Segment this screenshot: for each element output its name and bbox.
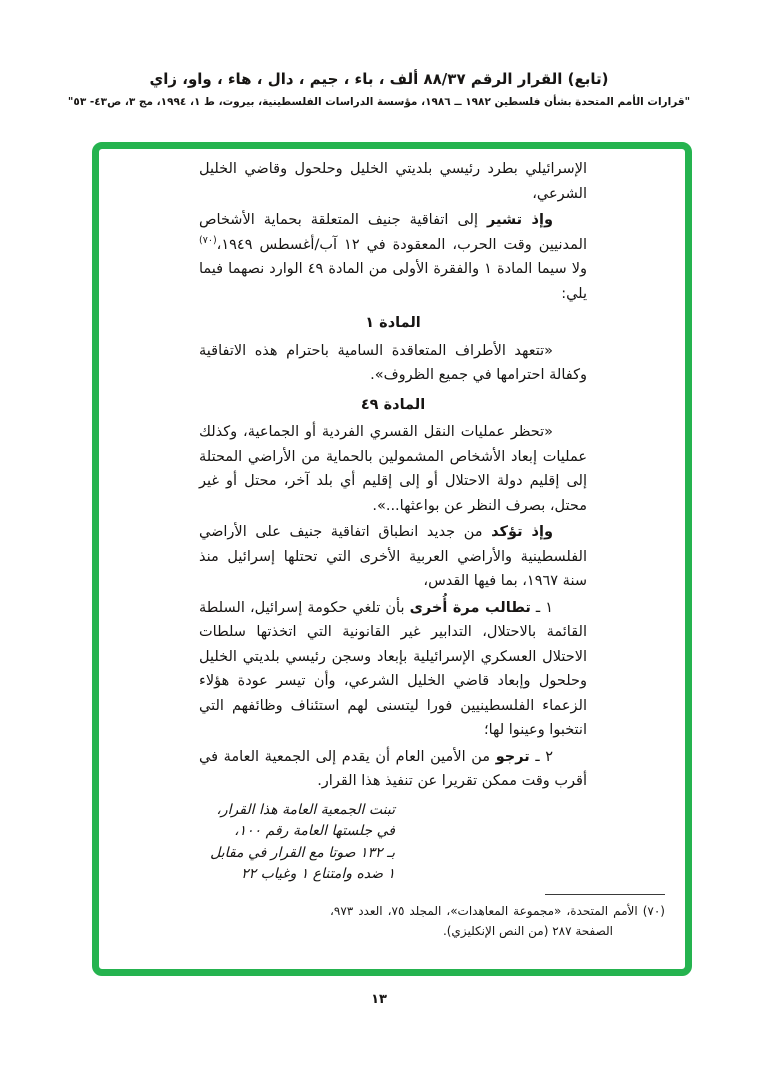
paragraph-continuation-text: الإسرائيلي بطرد رئيسي بلديتي الخليل وحلحول وقاضي الخليل الشرعي، xyxy=(199,161,587,202)
article-1-quote-text: «تتعهد الأطراف المتعاقدة السامية باحترام هذه الاتفاقية وكفالة احترامها في جميع الظروف». xyxy=(199,342,587,383)
paragraph-number: ١ ـ xyxy=(530,599,553,616)
footnote-reference-70: (٧٠) xyxy=(199,234,217,246)
adoption-line: ١ ضده وامتناع ١ وغياب ٢٢ xyxy=(241,866,395,882)
paragraph-recalling-geneva xyxy=(199,208,587,306)
paragraph-text: بأن تلغي حكومة إسرائيل، السلطة القائمة بالاحتلال، التدابير غير القانونية التي اتخذتها سلطات الاحتلال العسكري الإسرائيلية بإبعاد وسجن رئيسي بلديتي الخليل وحلحول وإبعاد قاضي الخليل الشرعي، وأن تيسر عودة هؤلاء الزعماء الفلسطينيين فورا ليتسنى لهم استئناف وظائفهم التي انتخبوا وعينوا لها؛ xyxy=(199,599,587,738)
lead-phrase: وإذ تشير xyxy=(486,212,553,228)
footnote-separator xyxy=(545,894,665,895)
paragraph-reaffirming xyxy=(199,520,587,594)
article-1-quote xyxy=(199,339,587,388)
paragraph-text: إلى اتفاقية جنيف المتعلقة بحماية الأشخاص المدنيين وقت الحرب، المعقودة في ١٢ آب/أغسطس ١٩٤٩، xyxy=(199,212,587,253)
footnote-marker: (٧٠) xyxy=(637,903,665,918)
article-49-quote-text: «تحظر عمليات النقل القسري الفردية أو الجماعية، وكذلك عمليات إبعاد الأشخاص المشمولين بالحماية من الأراضي المحتلة إلى إقليم دولة الاحتلال أو إلى إقليم أي بلد آخر، محتل أو غير محتل، بصرف النظر عن بواعثها...». xyxy=(199,424,587,514)
resolution-title: (تابع) القرار الرقم ٨٨/٣٧ ألف ، باء ، جيم ، دال ، هاء ، واو، زاي xyxy=(149,70,609,88)
page-header xyxy=(0,0,758,108)
content-border xyxy=(92,142,692,976)
article-49-heading: المادة ٤٩ xyxy=(360,396,426,413)
paragraph-text: من جديد انطباق اتفاقية جنيف على الأراضي الفلسطينية والأراضي العربية الأخرى التي تحتلها إسرائيل منذ سنة ١٩٦٧، بما فيها القدس، xyxy=(199,524,587,589)
operative-paragraph-2 xyxy=(199,745,587,794)
lead-phrase: وإذ تؤكد xyxy=(491,524,553,540)
adoption-line: في جلستها العامة رقم ١٠٠، xyxy=(234,823,395,839)
operative-paragraph-1 xyxy=(199,596,587,743)
body-text-column xyxy=(199,157,587,886)
paragraph-text: ولا سيما المادة ١ والفقرة الأولى من المادة ٤٩ الوارد نصهما فيما يلي: xyxy=(199,261,587,302)
footnote-70 xyxy=(330,901,665,941)
footnote-text: الأمم المتحدة، «مجموعة المعاهدات»، المجلد ٧٥، العدد ٩٧٣، الصفحة ٢٨٧ (من النص الإنكليزي). xyxy=(330,903,638,938)
page-number: ١٣ xyxy=(371,992,387,1007)
operative-verb: تطالب مرة أُخرى xyxy=(409,599,531,616)
adoption-line: تبنت الجمعية العامة هذا القرار، xyxy=(216,801,395,818)
paragraph-text: من الأمين العام أن يقدم إلى الجمعية العامة في أقرب وقت ممكن تقريرا عن تنفيذ هذا القرار. xyxy=(199,748,587,789)
adoption-record xyxy=(199,800,395,886)
paragraph-number: ٢ ـ xyxy=(529,748,554,765)
source-citation: "قرارات الأمم المتحدة بشأن فلسطين ١٩٨٢ ــ ١٩٨٦، مؤسسة الدراسات الفلسطينية، بيروت، ط ١، ١٩٩٤، مج ٣، ص٤٣- ٥٣" xyxy=(67,96,691,108)
operative-verb: ترجو xyxy=(495,748,530,765)
article-49-quote xyxy=(199,420,587,518)
footnote-block xyxy=(330,894,665,941)
article-1-heading: المادة ١ xyxy=(365,315,421,331)
paragraph-continuation xyxy=(199,157,587,206)
adoption-line: بـ ١٣٢ صوتا مع القرار في مقابل xyxy=(210,844,395,861)
